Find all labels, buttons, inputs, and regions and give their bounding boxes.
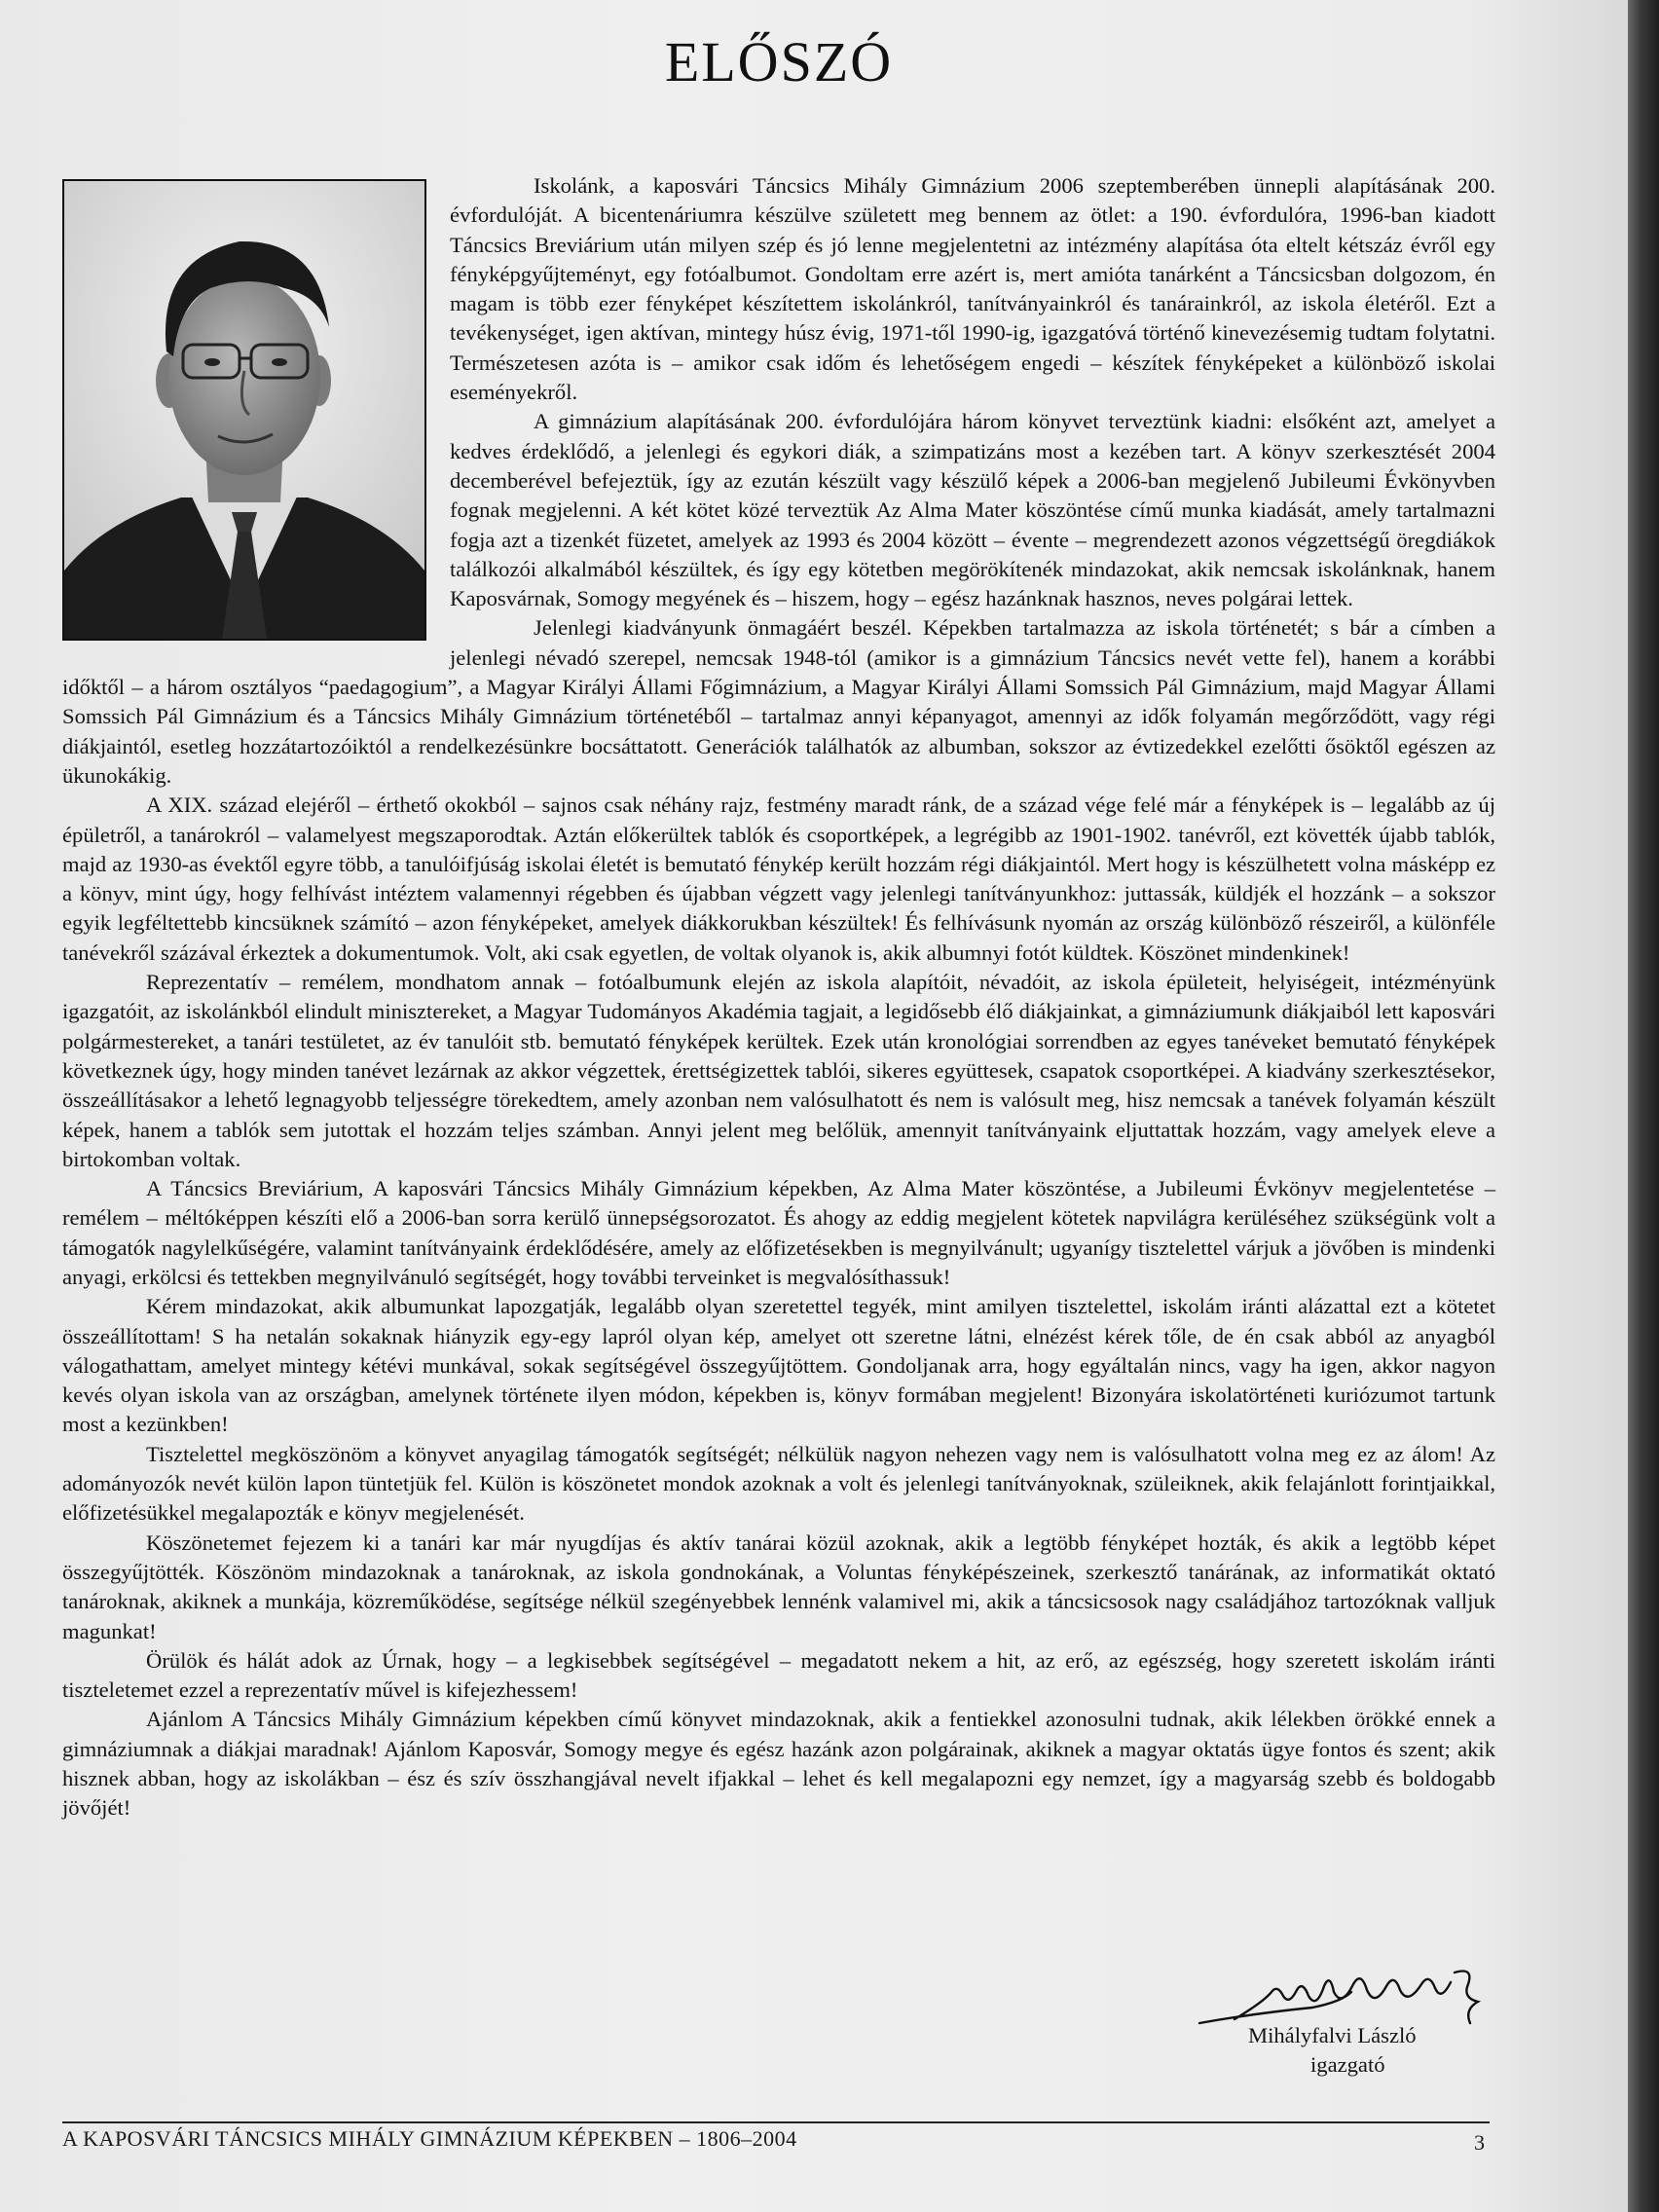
handwritten-signature [1196,1963,1488,2031]
signatory-role: igazgató [1310,2052,1385,2077]
signatory-name: Mihályfalvi László [1248,2023,1417,2047]
paragraph: Örülök és hálát adok az Úrnak, hogy – a legkisebbek segítségével – megadatott nekem a hit, az erő, az egészség, hogy szeretett iskolám iránti tiszteletemet ezzel a reprezentatív művel is kifejezhessem! [62,1647,1495,1703]
page-number: 3 [1474,2130,1485,2155]
footer-divider [62,2121,1490,2123]
paragraph: A gimnázium alapításának 200. évfordulójára három könyvet terveztünk kiadni: elsőként azt, amelyet a kedves érdeklődő, a jelenlegi és egykori diák, a szimpatizáns most a kezében tart. A könyv szerkesztését 2004 decemberével befejeztük, így az ezután készült vagy készülő képek a 2006-ban megjelenő Jubileumi Évkönyvben fognak megjelenni. A két kötet közé terveztük Az Alma Mater köszöntése című munka kiadását, amely tartalmazni fogja azt a tizenkét füzetet, amelyek az 1993 és 2004 között – évente – megrendezett azonos végzettségű öregdiákok találkozói alkalmából készültek, és így egy kötetben megörökítenék mindazokat, akik nemcsak iskolánknak, hanem Kaposvárnak, Somogy megyének és – hiszem, hogy – egész hazánknak hasznos, neves polgárai lettek. [450,409,1495,611]
page-title: ELŐSZÓ [664,30,894,93]
photo-spacer [62,171,450,645]
paragraph: Jelenlegi kiadványunk önmagáért beszél. Képekben tartalmazza az iskola történetét; s bár a címben a jelenlegi névadó szerepel, nemcsak 1948-tól (amikor is a gimnázium Táncsics nevét vette fel), hanem a korábbi időktől – a három osztályos “paedagogium”, a Magyar Királyi Állami Főgimnázium, a Magyar Királyi Állami Somssich Pál Gimnázium, majd Magyar Állami Somssich Pál Gimnázium és a Táncsics Mihály Gimnázium történetéből – tartalmaz annyi képanyagot, amennyi az idők folyamán megőrződött, vagy régi diákjaintól, esetleg hozzátartozóiktól a rendelkezésünkre bocsáttatott. Generációk találhatók az albumban, sokszor az évtizedekkel ezelőtti ősöktől egészen az ükunokákig. [62,615,1495,788]
paragraph: Köszönetemet fejezem ki a tanári kar már nyugdíjas és aktív tanárai közül azoknak, akik a legtöbb fényképet hozták, és akik a legtöbb képet összegyűjtötték. Köszönöm mindazoknak a tanároknak, az iskola gondnokának, a Voluntas fényképészeinek, szerkesztő tanárának, az informatikát oktató tanároknak, akiknek a munkája, közreműködése, segítsége nélkül szegényebbek lennénk valamivel mi, akik a táncsicsosok nagy családjához tartozóknak valljuk magunkat! [62,1530,1495,1643]
paragraph: Kérem mindazokat, akik albumunkat lapozgatják, legalább olyan szeretettel tegyék, mint amilyen tisztelettel, iskolám iránti alázattal ezt a kötetet összeállítottam! S ha netalán sokaknak hiányzik egy-egy lapról olyan kép, amelyet ott szeretne látni, elnézést kérek tőle, de én csak abból az anyagból válogathattam, amelyet mintegy kétévi munkával, sokak segítségével összegyűjtöttem. Gondoljanak arra, hogy egyáltalán nincs, vagy ha igen, akkor nagyon kevés olyan iskola van az országban, amelynek története ilyen módon, képekben is, könyv formában megjelent! Bizonyára iskolatörténeti kuriózumot tartunk most a kezünkben! [62,1294,1495,1437]
paragraph: Tisztelettel megköszönöm a könyvet anyagilag támogatók segítségét; nélkülük nagyon nehezen vagy nem is valósulhatott volna meg ez az álom! Az adományozók nevét külön lapon tüntetjük fel. Külön is köszönetet mondok azoknak a volt és jelenlegi tanítványoknak, szüleiknek, akik felajánlott forintjaikkal, előfizetésükkel megalapozták e könyv megjelenését. [62,1441,1495,1526]
paragraph: A Táncsics Breviárium, A kaposvári Táncsics Mihály Gimnázium képekben, Az Alma Mater köszöntése, a Jubileumi Évkönyv megjelentetése – remélem – méltóképpen készíti elő a 2006-ban sorra kerülő ünnepségsorozatot. És ahogy az eddig megjelent kötetek napvilágra kerüléséhez szükségünk volt a támogatók nagylelkűségére, valamint tanítványaink érdeklődésére, amely az előfizetésekben is megnyilvánult; ugyanígy tisztelettel várjuk a jövőben is mindenki anyagi, erkölcsi és tettekben megnyilvánuló segítségét, hogy további terveinket is megvalósíthassuk! [62,1176,1495,1289]
paragraph: Ajánlom A Táncsics Mihály Gimnázium képekben című könyvet mindazoknak, akik a fentiekkel azonosulni tudnak, akik lélekben örökké ennek a gimnáziumnak a diákjai maradnak! Ajánlom Kaposvár, Somogy megye és egész hazánk azon polgárainak, akiknek a magyar oktatás ügye fontos és szent; akik hisznek abban, hogy az iskolákban – ész és szív összhangjával nevelt ifjakkal – lehet és kell megalapozni egy nemzet, így a magyarság szebb és boldogabb jövőjét! [62,1707,1495,1821]
running-footer: A KAPOSVÁRI TÁNCSICS MIHÁLY GIMNÁZIUM KÉPEKBEN – 1806–2004 [62,2126,797,2151]
paragraph: A XIX. század elejéről – érthető okokból – sajnos csak néhány rajz, festmény maradt ránk, de a század vége felé már a fényképek is – legalább az új épületről, a tanárokról – valamelyest megszaporodtak. Aztán előkerültek tablók és csoportképek, a legrégibb az 1901-1902. tanévről, ezt követték újabb tablók, majd az 1930-as évektől egyre több, a tanulóifjúság iskolai életét is bemutató fénykép került hozzám régi diákjaintól. Mert hogy is készülhetett volna másképp ez a könyv, mint úgy, hogy felhívást intéztem valamennyi régebben és újabban végzett vagy jelenlegi tanítványunkhoz: juttassák, küldjék el hozzánk – a sokszor egyik legféltettebb kincsüknek számító – azon fényképeket, amelyek diákkorukban készültek! És felhívásunk nyomán az ország különböző részeiről, a különféle tanévekről százával érkeztek a dokumentumok. Volt, aki csak egyetlen, de voltak olyanok is, akik albumnyi fotót küldtek. Köszönet mindenkinek! [62,793,1495,965]
paragraph: Iskolánk, a kaposvári Táncsics Mihály Gimnázium 2006 szeptemberében ünnepli alapításának 200. évfordulóját. A bicentenáriumra készülve született meg bennem az ötlet: a 190. évfordulóra, 1996-ban kiadott Táncsics Breviárium után milyen szép és jó lenne megjelentetni az intézmény alapítása óta eltelt kétszáz évről egy fényképgyűjteményt, egy fotóalbumot. Gondoltam erre azért is, mert amióta tanárként a Táncsicsban dolgozom, én magam is több ezer fényképet készítettem iskolánkról, tanítványainkról és tanárainkról, az iskola életéről. Ezt a tevékenységet, igen aktívan, mintegy húsz évig, 1971-től 1990-ig, igazgatóvá történő kinevezésemig tudtam folytatni. Természetesen azóta is – amikor csak időm és lehetőségem engedi – készítek fényképeket a különböző iskolai eseményekről. [450,173,1495,405]
book-spine-edge [1628,0,1659,2212]
paragraph: Reprezentatív – remélem, mondhatom annak – fotóalbumunk elején az iskola alapítóit, névadóit, az iskola épületeit, helyiségeit, intézményünk igazgatóit, az iskolánkból elindult minisztereket, a Magyar Tudományos Akadémia tagjait, a legidősebb élő diákjainkat, a gimnáziumunk diákjaiból lett kaposvári polgármestereket, a tanári testületet, az év tanulóit stb. bemutató fényképek kerültek. Ezek után kronológiai sorrendben az egyes tanéveket bemutató fényképek következnek úgy, hogy minden tanévet lezárnak az akkor végzettek, érettségizettek tablói, sikeres együttesek, csapatok csoportképei. A kiadvány szerkesztésekor, összeállításakor a lehető legnagyobb teljességre törekedtem, amely azonban nem valósulhatott és nem is valósult meg, hisz nemcsak a tanévek folyamán készült képek, hanem a tablók sem jutottak el hozzám teljes számban. Annyi jelent meg belőlük, amennyit tanítványaink eljuttattak hozzám, vagy amelyek eleve a birtokomban voltak. [62,970,1495,1171]
foreword-text [62,171,1495,1824]
